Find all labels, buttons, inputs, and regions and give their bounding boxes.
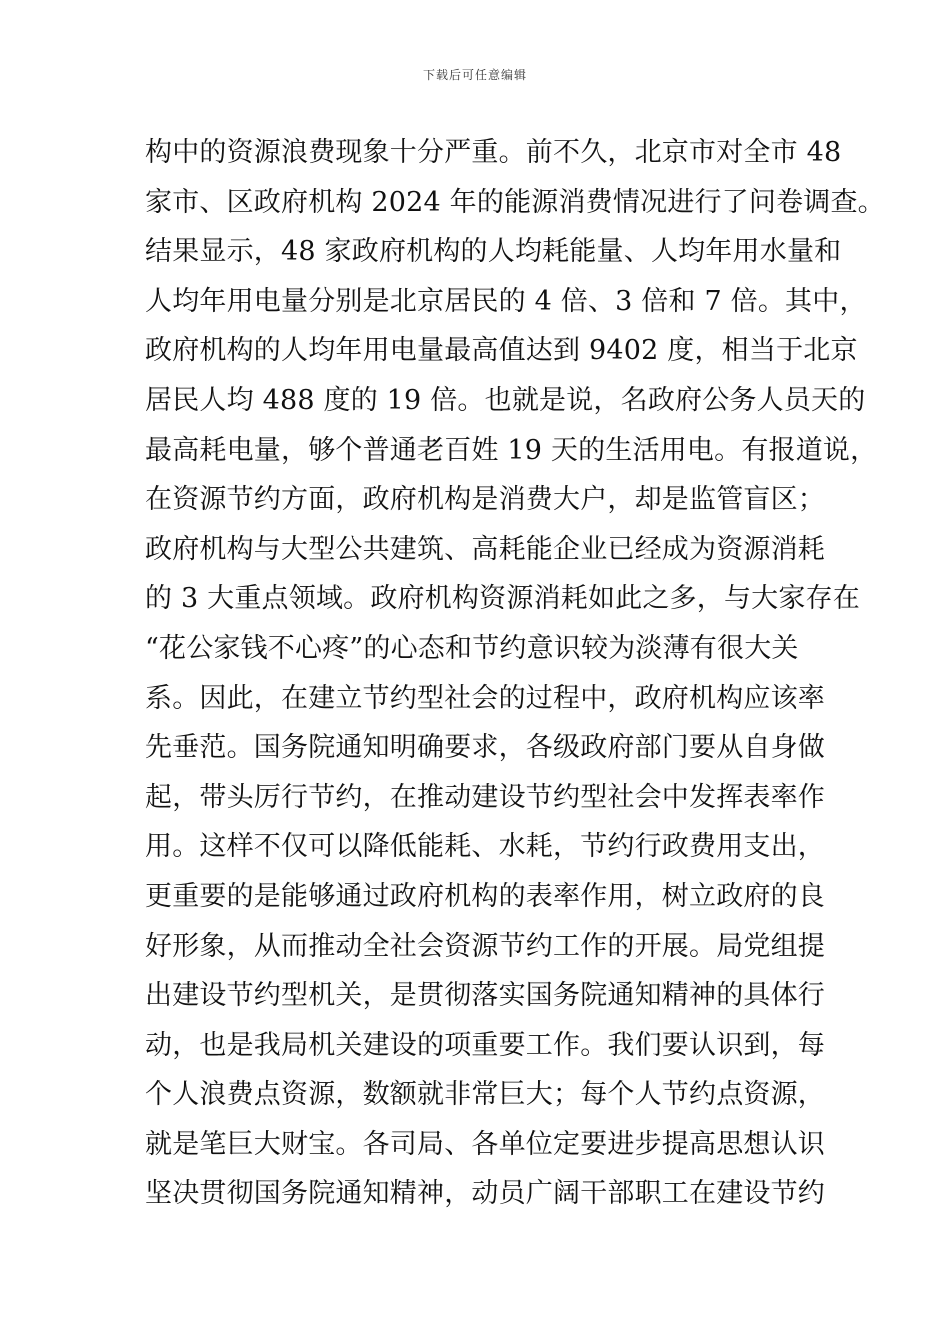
text-line: 政府机构的人均年用电量最高值达到 9402 度，相当于北京 xyxy=(145,335,858,367)
text-line: 人均年用电量分别是北京居民的 4 倍、3 倍和 7 倍。其中， xyxy=(145,285,867,317)
text-line: 的 3 大重点领域。政府机构资源消耗如此之多，与大家存在 xyxy=(145,583,860,615)
text-line: 坚决贯彻国务院通知精神，动员广阔干部职工在建设节约 xyxy=(145,1178,825,1210)
body-text xyxy=(145,128,885,1219)
header-note: 下载后可任意编辑 xyxy=(422,68,527,82)
text-line: 出建设节约型机关，是贯彻落实国务院通知精神的具体行 xyxy=(145,980,825,1012)
text-line: 个人浪费点资源，数额就非常巨大；每个人节约点资源， xyxy=(145,1079,825,1111)
text-line: 更重要的是能够通过政府机构的表率作用，树立政府的良 xyxy=(145,880,825,912)
text-line: 政府机构与大型公共建筑、高耗能企业已经成为资源消耗 xyxy=(145,533,825,565)
text-line: 家市、区政府机构 2024 年的能源消费情况进行了问卷调查。 xyxy=(145,186,885,218)
text-line: 用。这样不仅可以降低能耗、水耗，节约行政费用支出， xyxy=(145,831,825,863)
text-line: 最高耗电量，够个普通老百姓 19 天的生活用电。有报道说， xyxy=(145,434,878,466)
text-line: 起，带头厉行节约，在推动建设节约型社会中发挥表率作 xyxy=(145,781,825,813)
text-line: 居民人均 488 度的 19 倍。也就是说，名政府公务人员天的 xyxy=(145,384,866,416)
text-line: 先垂范。国务院通知明确要求，各级政府部门要从自身做 xyxy=(145,732,825,764)
text-line: 好形象，从而推动全社会资源节约工作的开展。局党组提 xyxy=(145,930,825,962)
text-line: 在资源节约方面，政府机构是消费大户，却是监管盲区； xyxy=(145,484,825,516)
text-line: 系。因此，在建立节约型社会的过程中，政府机构应该率 xyxy=(145,682,825,714)
text-line: 动，也是我局机关建设的项重要工作。我们要认识到，每 xyxy=(145,1029,825,1061)
text-line: “花公家钱不心疼”的心态和节约意识较为淡薄有很大关 xyxy=(145,632,799,664)
text-line: 就是笔巨大财宝。各司局、各单位定要进步提高思想认识 xyxy=(145,1128,825,1160)
text-line: 构中的资源浪费现象十分严重。前不久，北京市对全市 48 xyxy=(145,137,842,168)
text-line: 结果显示，48 家政府机构的人均耗能量、人均年用水量和 xyxy=(145,236,842,268)
